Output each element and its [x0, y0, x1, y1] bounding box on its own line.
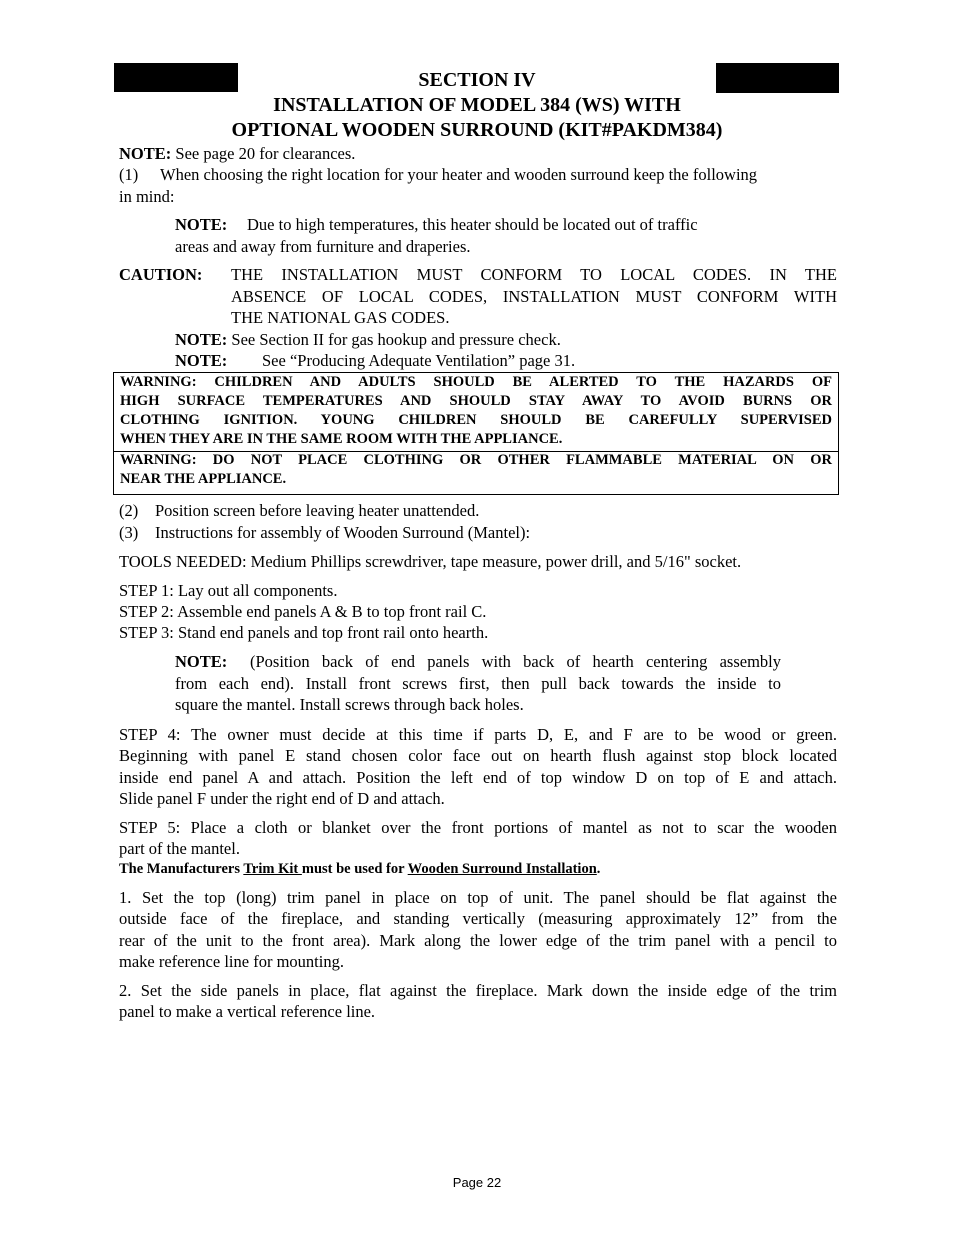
tools-needed: TOOLS NEEDED: Medium Phillips screwdriver, tape measure, power drill, and 5/16" socket. — [119, 552, 742, 571]
step-5-line-2: part of the mantel. — [119, 839, 240, 858]
note-position-line-2: from each end). Install front screws first, then pull back towards the inside to — [175, 674, 781, 693]
trim-1-line-1: 1. Set the top (long) trim panel in place on top of unit. The panel should be flat against the — [119, 888, 837, 907]
section-heading: SECTION IV — [418, 69, 536, 91]
note-traffic-line-2: areas and away from furniture and draperies. — [175, 237, 471, 256]
warning-1-line-4: WHEN THEY ARE IN THE SAME ROOM WITH THE APPLIANCE. — [120, 431, 563, 447]
warning-1-line-3: CLOTHING IGNITION. YOUNG CHILDREN SHOULD BE CAREFULLY SUPERVISED — [120, 412, 832, 428]
trim-notice-part-3: . — [596, 861, 601, 877]
warning-2-line-1: WARNING: DO NOT PLACE CLOTHING OR OTHER FLAMMABLE MATERIAL ON OR — [120, 452, 832, 468]
trim-kit-notice — [119, 859, 600, 881]
warning-2-line-2: NEAR THE APPLIANCE. — [120, 471, 287, 487]
note-vent-label: NOTE: — [175, 351, 228, 370]
caution-label: CAUTION: — [119, 265, 203, 284]
trim-notice-part-1: The Manufacturers — [119, 861, 244, 877]
title-line-1: INSTALLATION OF MODEL 384 (WS) WITH — [273, 94, 681, 116]
warning-1-line-2: HIGH SURFACE TEMPERATURES AND SHOULD STAY AWAY TO AVOID BURNS OR — [120, 393, 832, 409]
item-1-number: (1) — [119, 165, 139, 184]
trim-notice-part-2: must be used for — [301, 861, 408, 877]
title-line-2: OPTIONAL WOODEN SURROUND (KIT#PAKDM384) — [231, 119, 723, 141]
note-traffic-line-1: Due to high temperatures, this heater should be located out of traffic — [247, 215, 698, 234]
item-2-number: (2) — [119, 501, 139, 520]
note-gas-text: See Section II for gas hookup and pressure check. — [227, 330, 561, 349]
item-3-number: (3) — [119, 523, 139, 542]
note-position-line-3: square the mantel. Install screws through back holes. — [175, 695, 524, 714]
trim-1-line-2: outside face of the fireplace, and standing vertically (measuring approximately 12” from the — [119, 909, 837, 928]
step-5-line-1: STEP 5: Place a cloth or blanket over the front portions of mantel as not to scar the wooden — [119, 818, 837, 837]
trim-2-line-2: panel to make a vertical reference line. — [119, 1002, 376, 1021]
step-3: STEP 3: Stand end panels and top front rail onto hearth. — [119, 623, 489, 642]
warning-1-line-1: WARNING: CHILDREN AND ADULTS SHOULD BE ALERTED TO THE HAZARDS OF — [120, 374, 832, 390]
trim-1-line-3: rear of the unit to the front area). Mark along the lower edge of the trim panel with a pencil to — [119, 931, 837, 950]
step-4-line-3: inside end panel A and attach. Position the left end of top window D on top of E and attach. — [119, 768, 837, 787]
trim-kit-link: Trim Kit — [243, 861, 302, 877]
item-3-text: Instructions for assembly of Wooden Surround (Mantel): — [155, 523, 531, 542]
page-number: Page 22 — [452, 1175, 502, 1190]
item-1-text: When choosing the right location for your heater and wooden surround keep the following — [160, 165, 758, 184]
note-text: See page 20 for clearances. — [171, 144, 356, 163]
note-clearances — [119, 143, 355, 165]
trim-2-line-1: 2. Set the side panels in place, flat against the fireplace. Mark down the inside edge of the trim — [119, 981, 837, 1000]
note-position-label: NOTE: — [175, 652, 228, 671]
step-4-line-1: STEP 4: The owner must decide at this time if parts D, E, and F are to be wood or green. — [119, 725, 837, 744]
item-2-text: Position screen before leaving heater unattended. — [155, 501, 480, 520]
warning-box — [113, 372, 839, 495]
note-traffic-label: NOTE: — [175, 215, 228, 234]
step-4-line-2: Beginning with panel E stand chosen color face out on hearth flush against stop block located — [119, 746, 837, 765]
step-4-line-4: Slide panel F under the right end of D and attach. — [119, 789, 445, 808]
step-2: STEP 2: Assemble end panels A & B to top front rail C. — [119, 602, 487, 621]
caution-line-1: THE INSTALLATION MUST CONFORM TO LOCAL CODES. IN THE — [231, 265, 837, 284]
step-1: STEP 1: Lay out all components. — [119, 581, 338, 600]
note-label: NOTE: — [119, 144, 172, 163]
trim-1-line-4: make reference line for mounting. — [119, 952, 344, 971]
note-gas — [175, 329, 561, 351]
caution-line-3: THE NATIONAL GAS CODES. — [231, 308, 450, 327]
caution-line-2: ABSENCE OF LOCAL CODES, INSTALLATION MUST CONFORM WITH — [231, 287, 837, 306]
item-1-text-cont: in mind: — [119, 187, 175, 206]
wooden-surround-link: Wooden Surround Installation — [407, 861, 597, 877]
note-position-line-1: (Position back of end panels with back of hearth centering assembly — [250, 652, 781, 671]
note-gas-label: NOTE: — [175, 330, 228, 349]
note-vent-text: See “Producing Adequate Ventilation” page 31. — [262, 351, 576, 370]
